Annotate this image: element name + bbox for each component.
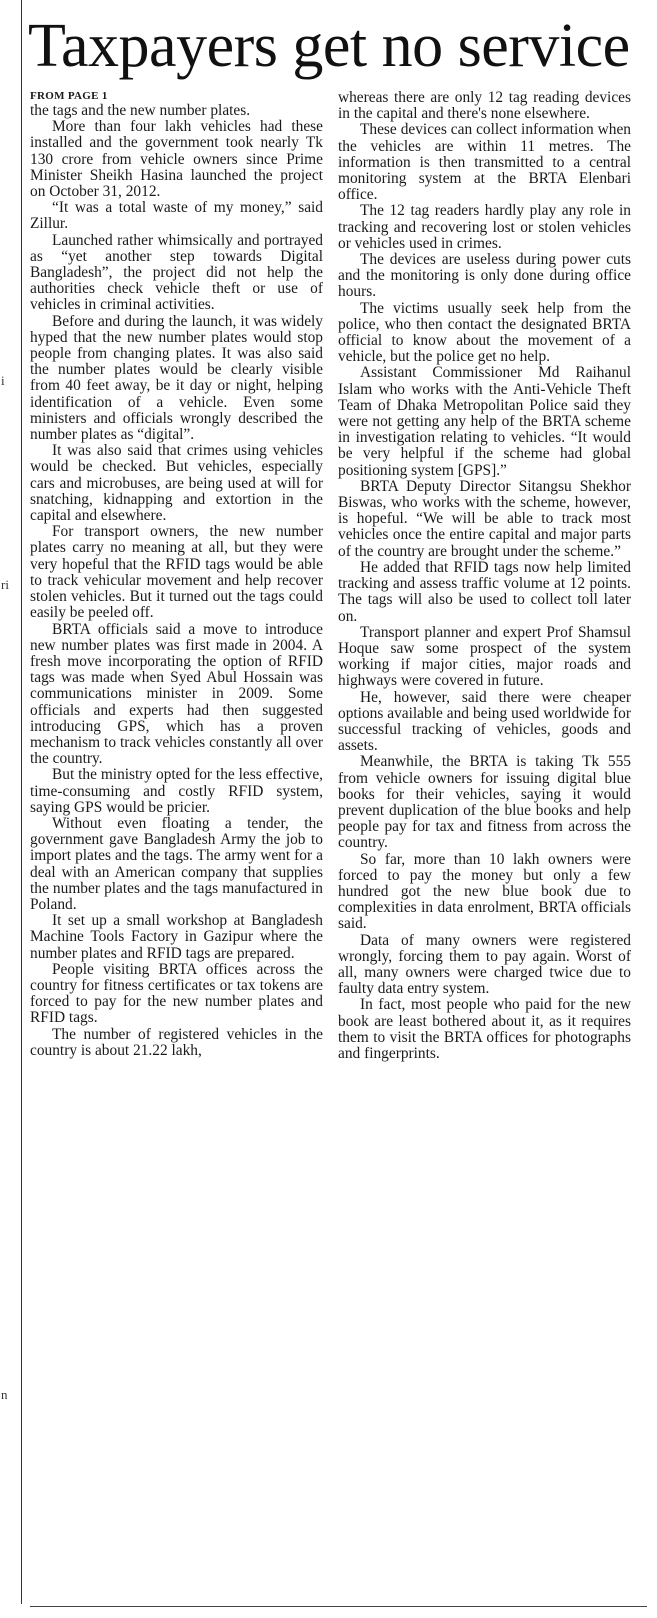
paragraph: So far, more than 10 lakh owners were forced to pay the money but only a few hundred got the new blue book due to complexities in data enrolment, BRTA officials said. xyxy=(338,850,631,933)
paragraph: People visiting BRTA offices across the country for fitness certificates or tax tokens are forced to pay for the new number plates and RFID tags. xyxy=(30,960,323,1027)
paragraph: BRTA officials said a move to introduce new number plates was first made in 2004. A fresh move incorporating the option of RFID tags was made when Syed Abul Hossain was communications minister in 2009. Some officials and experts had then suggested introducing GPS, which has a proven mechanism to track vehicles constantly all over the country. xyxy=(30,620,323,768)
paragraph: The 12 tag readers hardly play any role in tracking and recovering lost or stolen vehicles or vehicles used in crimes. xyxy=(338,202,631,252)
paragraph: the tags and the new number plates. xyxy=(30,102,251,119)
paragraph: “It was a total waste of my money,” said Zillur. xyxy=(30,199,323,233)
paragraph: He, however, said there were cheaper options available and being used worldwide for successful tracking of vehicles, goods and assets. xyxy=(338,688,631,755)
paragraph: whereas there are only 12 tag reading devices in the capital and there's none elsewhere. xyxy=(338,89,631,123)
paragraph: Data of many owners were registered wrongly, forcing them to pay again. Worst of all, many owners were charged twice due to faulty data entry system. xyxy=(338,931,631,998)
paragraph: More than four lakh vehicles had these installed and the government took nearly Tk 130 crore from vehicle owners since Prime Minister Sheikh Hasina launched the project on October 31, 2012. xyxy=(30,118,323,201)
paragraph: Without even floating a tender, the government gave Bangladesh Army the job to import plates and the tags. The army went for a deal with an American company that supplies the number plates and the tags manufactured in Poland. xyxy=(30,814,323,913)
paragraph: In fact, most people who paid for the new book are least bothered about it, as it requires them to visit the BRTA offices for photographs and fingerprints. xyxy=(338,996,631,1062)
paragraph: For transport owners, the new number plates carry no meaning at all, but they were very hopeful that the RFID tags would be able to track vehicular movement and help recover stolen vehicles. But it turned out the tags could easily be peeled off. xyxy=(30,523,323,622)
kicker: FROM PAGE 1 xyxy=(30,90,108,102)
article-column-1 xyxy=(30,89,323,1059)
paragraph: Before and during the launch, it was widely hyped that the new number plates would stop people from changing plates. It was also said the number plates would be clearly visible from 40 feet away, be it day or night, helping identification of a vehicle. Even some ministers and officials wrongly described the number plates as “digital”. xyxy=(30,312,323,444)
margin-fragment: i xyxy=(1,373,5,388)
paragraph: Launched rather whimsically and portrayed as “yet another step towards Digital Bangladesh”, the project did not help the authorities check vehicle theft or use of vehicles in criminal activities. xyxy=(30,231,323,314)
left-column-rule xyxy=(21,0,22,1604)
paragraph: These devices can collect information when the vehicles are within 11 metres. The information is then transmitted to a central monitoring system at the BRTA Elenbari office. xyxy=(338,121,631,204)
margin-fragment: n xyxy=(1,1387,8,1402)
article-column-2 xyxy=(338,90,631,1062)
paragraph: The victims usually seek help from the police, who then contact the designated BRTA official to know about the movement of a vehicle, but the police get no help. xyxy=(338,299,631,366)
paragraph: It set up a small workshop at Bangladesh Machine Tools Factory in Gazipur where the number plates and RFID tags are prepared. xyxy=(30,912,323,962)
headline: Taxpayers get no service xyxy=(28,12,630,80)
paragraph: But the ministry opted for the less effective, time-consuming and costly RFID system, saying GPS would be pricier. xyxy=(30,766,323,816)
paragraph: Meanwhile, the BRTA is taking Tk 555 from vehicle owners for issuing digital blue books for their vehicles, saying it would prevent duplication of the blue books and help people pay for tax and fitness from across the country. xyxy=(338,753,631,852)
bottom-rule xyxy=(30,1606,647,1607)
paragraph: BRTA Deputy Director Sitangsu Shekhor Biswas, who works with the scheme, however, is hopeful. “We will be able to track most vehicles once the entire capital and major parts of the country are brought under the scheme.” xyxy=(338,477,631,560)
paragraph: The number of registered vehicles in the country is about 21.22 lakh, xyxy=(30,1025,323,1059)
paragraph: Transport planner and expert Prof Shamsul Hoque saw some prospect of the system working if major cities, major roads and highways were covered in future. xyxy=(338,623,631,690)
margin-fragment: ri xyxy=(1,577,9,592)
paragraph: Assistant Commissioner Md Raihanul Islam who works with the Anti-Vehicle Theft Team of Dhaka Metropolitan Police said they were not getting any help of the BRTA scheme in investigation relating to vehicles. “It would be very helpful if the scheme had global positioning system [GPS].” xyxy=(338,364,631,479)
paragraph: It was also said that crimes using vehicles would be checked. But vehicles, especially cars and microbuses, are being used at will for snatching, kidnapping and extortion in the capital and elsewhere. xyxy=(30,442,323,525)
paragraph: He added that RFID tags now help limited tracking and assess traffic volume at 12 points. The tags will also be used to collect toll later on. xyxy=(338,558,631,625)
paragraph: The devices are useless during power cuts and the monitoring is only done during office hours. xyxy=(338,251,631,301)
